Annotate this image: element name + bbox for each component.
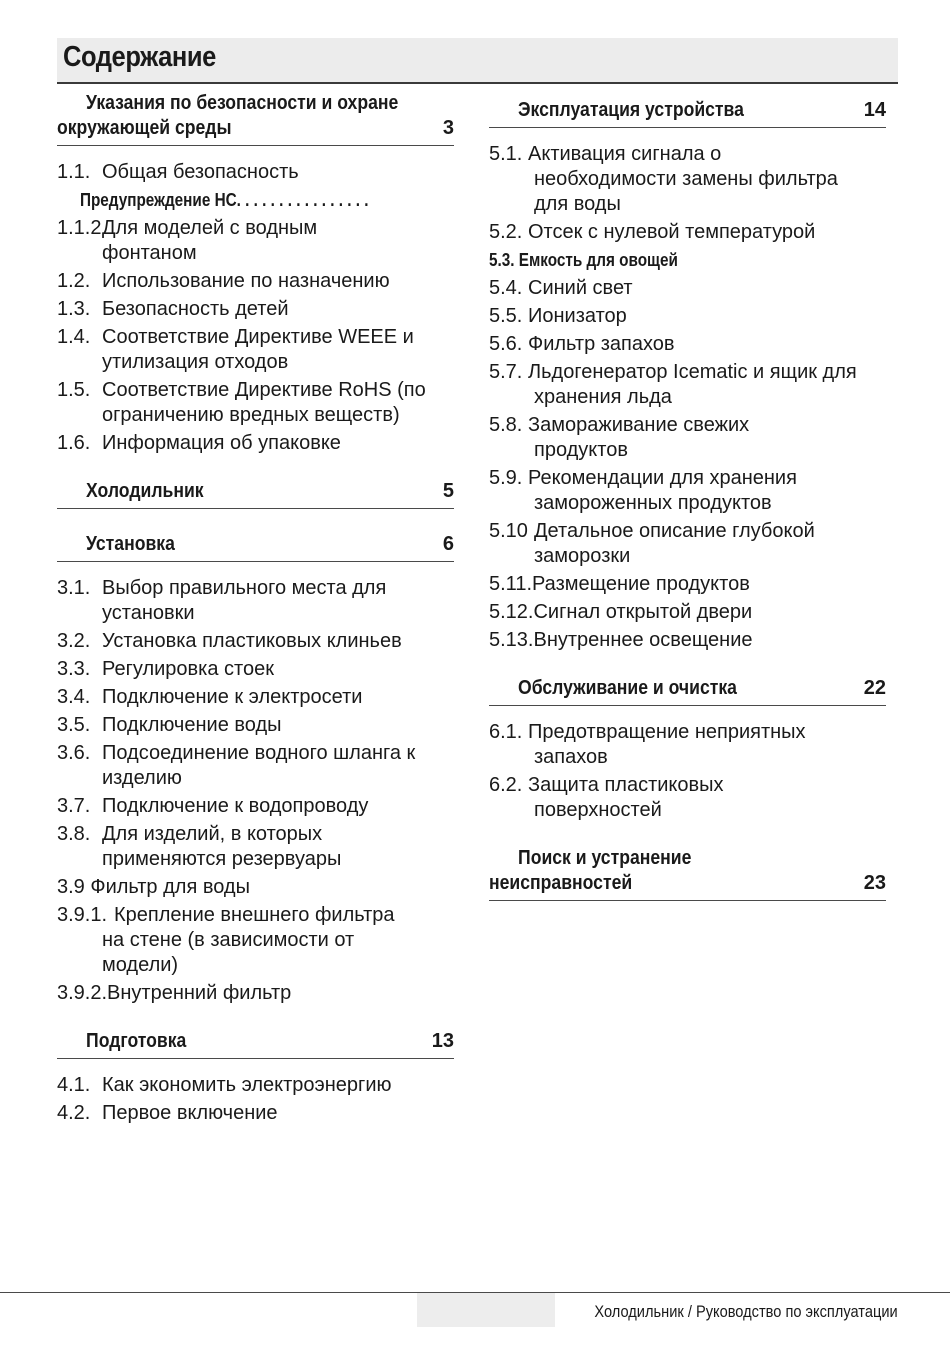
item-text-cont: продуктов — [534, 439, 628, 461]
item-text: Синий свет — [528, 277, 633, 299]
item-number: 3.7. — [57, 795, 91, 817]
toc-item[interactable] — [489, 360, 886, 410]
item-text: Ионизатор — [528, 305, 627, 327]
toc-item[interactable] — [489, 220, 886, 245]
item-number: 5.8. — [489, 414, 523, 436]
item-number: 3.1. — [57, 577, 91, 599]
item-text: Использование по назначению — [102, 270, 390, 292]
item-text-cont: ограничению вредных веществ) — [102, 404, 400, 426]
section-title-line1: Указания по безопасности и охране — [86, 92, 399, 114]
section-page-number: 22 — [863, 677, 886, 699]
item-number: 1.2. — [57, 270, 91, 292]
section-page-number: 13 — [431, 1030, 454, 1052]
toc-item[interactable] — [57, 875, 454, 900]
item-text: Для моделей с водным — [102, 217, 318, 239]
item-text: 5.3. Емкость для овощей — [489, 250, 678, 270]
section-page-number: 23 — [863, 872, 886, 894]
item-number: 3.3. — [57, 658, 91, 680]
item-text: Подключение к водопроводу — [102, 795, 369, 817]
item-text: 3.9 Фильтр для воды — [57, 876, 250, 898]
item-number: 4.1. — [57, 1074, 91, 1096]
toc-item[interactable] — [489, 720, 886, 770]
item-number: 5.10 — [489, 520, 528, 542]
item-number: 1.1.2 — [57, 217, 102, 239]
item-text-cont: необходимости замены фильтра — [534, 168, 838, 190]
item-text-cont: заморозки — [534, 545, 631, 567]
toc-item[interactable] — [57, 1073, 454, 1098]
item-number: 5.2. — [489, 221, 523, 243]
item-text: Замораживание свежих — [528, 414, 750, 436]
section-title: Установка — [86, 533, 175, 555]
item-number: 3.2. — [57, 630, 91, 652]
item-text: Соответствие Директиве WEEE и — [102, 326, 414, 348]
toc-item[interactable] — [489, 248, 886, 273]
toc-section-preparation[interactable] — [57, 1029, 454, 1059]
item-text: Предотвращение неприятных — [528, 721, 806, 743]
item-text: 3.9.2.Внутренний фильтр — [57, 982, 292, 1004]
item-number: 5.9. — [489, 467, 523, 489]
item-text: Безопасность детей — [102, 298, 289, 320]
toc-item[interactable] — [57, 685, 454, 710]
item-number: 4.2. — [57, 1102, 91, 1124]
section-title: Эксплуатация устройства — [518, 99, 744, 121]
toc-item[interactable] — [57, 1101, 454, 1126]
footer-caption: Холодильник / Руководство по эксплуатации — [594, 1302, 898, 1321]
item-number: 5.7. — [489, 361, 523, 383]
toc-item[interactable] — [57, 657, 454, 682]
item-text: 5.13.Внутреннее освещение — [489, 629, 753, 651]
page-title: Содержание — [63, 41, 216, 73]
item-text: Крепление внешнего фильтра — [114, 904, 395, 926]
toc-item[interactable] — [57, 188, 454, 213]
item-text-cont: применяются резервуары — [102, 848, 342, 870]
item-text: Общая безопасность — [102, 161, 299, 183]
item-text-cont: модели) — [102, 954, 179, 976]
item-text: Соответствие Директиве RoHS (по — [102, 379, 426, 401]
toc-item[interactable] — [57, 297, 454, 322]
item-text: Фильтр запахов — [528, 333, 675, 355]
item-number: 5.5. — [489, 305, 523, 327]
item-text: 5.11.Размещение продуктов — [489, 573, 750, 595]
section-title-line1: Поиск и устранение — [518, 847, 692, 869]
item-number: 6.2. — [489, 774, 523, 796]
item-number: 3.5. — [57, 714, 91, 736]
toc-item[interactable] — [489, 413, 886, 463]
toc-item[interactable] — [57, 741, 454, 791]
item-number: 1.1. — [57, 161, 91, 183]
item-text: Выбор правильного места для — [102, 577, 387, 599]
toc-section-safety[interactable] — [57, 91, 454, 146]
item-text: Льдогенератор Icematic и ящик для — [528, 361, 857, 383]
item-number: 5.1. — [489, 143, 523, 165]
toc-item[interactable] — [57, 378, 454, 428]
item-text-cont: изделию — [102, 767, 182, 789]
toc-item[interactable] — [57, 269, 454, 294]
item-text: Отсек с нулевой температурой — [528, 221, 816, 243]
section-title: Обслуживание и очистка — [518, 677, 737, 699]
toc-item[interactable] — [57, 981, 454, 1006]
item-text: Подключение к электросети — [102, 686, 363, 708]
item-number: 5.4. — [489, 277, 523, 299]
toc-item[interactable] — [57, 216, 454, 266]
item-number: 6.1. — [489, 721, 523, 743]
item-number: 3.4. — [57, 686, 91, 708]
toc-item[interactable] — [57, 794, 454, 819]
item-text: Подключение воды — [102, 714, 282, 736]
item-text: Предупреждение НС. . . . . . . . . . . . . . . . — [79, 190, 369, 210]
item-text: Установка пластиковых клиньев — [102, 630, 402, 652]
item-text-cont: запахов — [534, 746, 608, 768]
toc-item[interactable] — [57, 160, 454, 185]
toc-item[interactable] — [489, 332, 886, 357]
section-title: Подготовка — [86, 1030, 187, 1052]
toc-item[interactable] — [57, 431, 454, 456]
section-title-line2: окружающей среды — [57, 117, 232, 139]
toc-item[interactable] — [489, 142, 886, 217]
item-text: Как экономить электроэнергию — [102, 1074, 392, 1096]
item-number: 3.6. — [57, 742, 91, 764]
item-text: Регулировка стоек — [102, 658, 274, 680]
item-text-cont: поверхностей — [534, 799, 662, 821]
item-text-cont: утилизация отходов — [102, 351, 289, 373]
item-text: Рекомендации для хранения — [528, 467, 797, 489]
item-text: Информация об упаковке — [102, 432, 341, 454]
toc-section-installation[interactable] — [57, 532, 454, 562]
item-text: Подсоединение водного шланга к — [102, 742, 416, 764]
toc-item[interactable] — [57, 325, 454, 375]
toc-item[interactable] — [489, 600, 886, 625]
toc-item[interactable] — [489, 572, 886, 597]
item-text: Защита пластиковых — [528, 774, 724, 796]
toc-section-refrigerator[interactable] — [57, 479, 454, 509]
toc-section-maintenance[interactable] — [489, 676, 886, 706]
section-title: Холодильник — [86, 480, 204, 502]
item-text: Для изделий, в которых — [102, 823, 323, 845]
item-number: 1.3. — [57, 298, 91, 320]
item-number: 1.4. — [57, 326, 91, 348]
item-text: 5.12.Сигнал открытой двери — [489, 601, 753, 623]
toc-item[interactable] — [57, 713, 454, 738]
toc-item[interactable] — [489, 304, 886, 329]
item-number: 1.5. — [57, 379, 91, 401]
section-page-number: 5 — [442, 480, 454, 502]
toc-item[interactable] — [57, 576, 454, 626]
item-text: Первое включение — [102, 1102, 278, 1124]
toc-item[interactable] — [57, 629, 454, 654]
toc-item[interactable] — [489, 773, 886, 823]
item-text-cont: для воды — [534, 193, 621, 215]
toc-left-column — [57, 91, 454, 1129]
toc-section-operation[interactable] — [489, 98, 886, 128]
item-text: Детальное описание глубокой — [534, 520, 815, 542]
section-page-number: 14 — [863, 99, 886, 121]
toc-right-column — [489, 91, 886, 915]
item-number: 3.8. — [57, 823, 91, 845]
toc-section-troubleshooting[interactable] — [489, 846, 886, 901]
item-text-cont: хранения льда — [534, 386, 672, 408]
toc-item[interactable] — [489, 466, 886, 516]
section-page-number: 6 — [442, 533, 454, 555]
toc-item[interactable] — [489, 276, 886, 301]
item-number: 5.6. — [489, 333, 523, 355]
toc-item[interactable] — [57, 822, 454, 872]
title-bar — [57, 38, 898, 84]
item-number: 3.9.1. — [57, 904, 108, 926]
section-title-line2: неисправностей — [489, 872, 633, 894]
footer-page-box — [417, 1293, 555, 1327]
item-text-cont: фонтаном — [102, 242, 197, 264]
item-number: 1.6. — [57, 432, 91, 454]
toc-item[interactable] — [57, 903, 454, 978]
item-text-cont: установки — [102, 602, 195, 624]
toc-item[interactable] — [489, 628, 886, 653]
toc-item[interactable] — [489, 519, 886, 569]
item-text-cont: на стене (в зависимости от — [102, 929, 355, 951]
item-text-cont: замороженных продуктов — [534, 492, 772, 514]
section-page-number: 3 — [442, 117, 454, 139]
item-text: Активация сигнала о — [528, 143, 722, 165]
